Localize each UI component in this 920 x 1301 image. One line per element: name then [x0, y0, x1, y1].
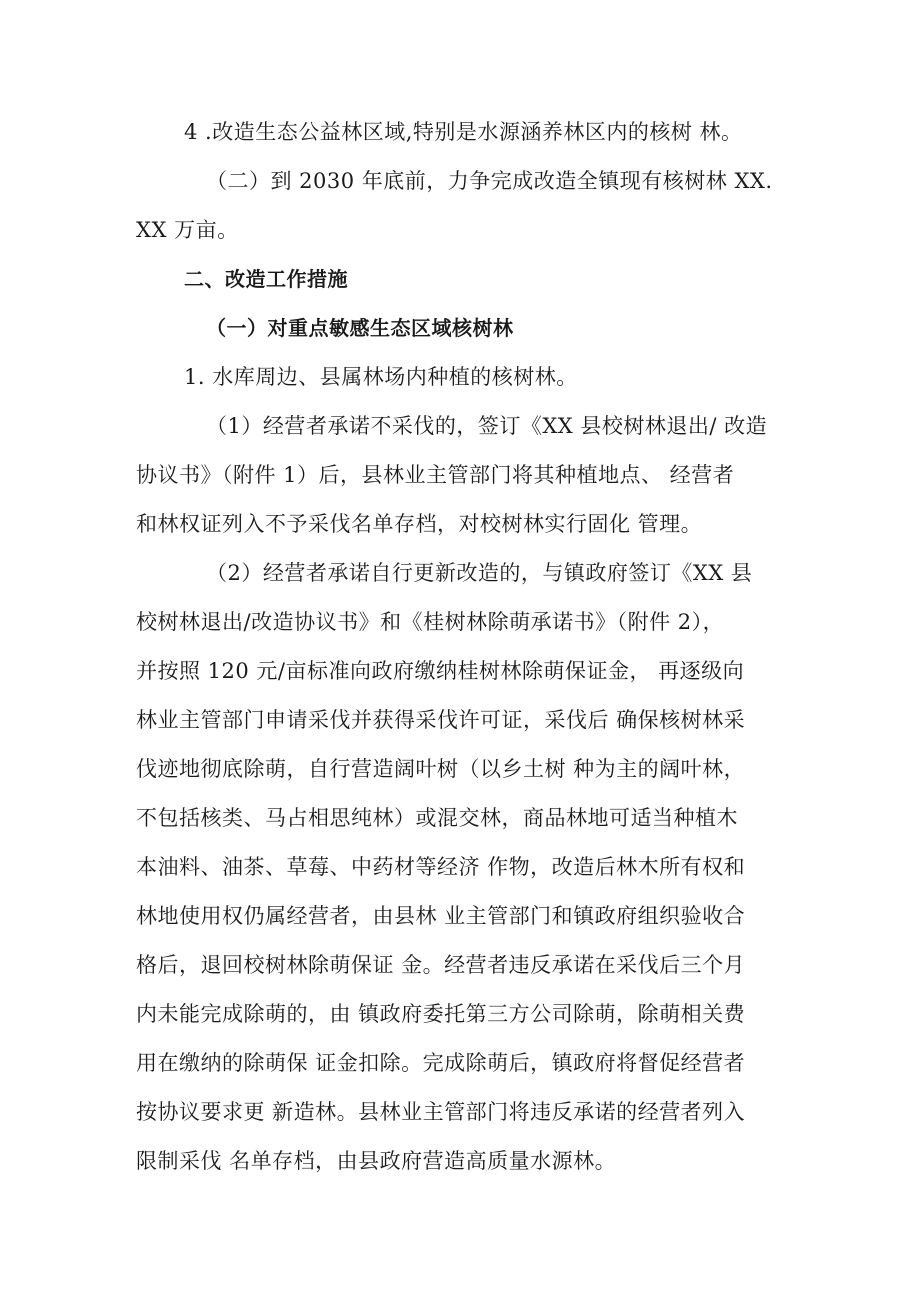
para-2-line10: 内未能完成除萌的，由 镇政府委托第三方公司除萌，除萌相关费 [136, 1002, 746, 1026]
para-2-line11: 用在缴纳的除萌保 证金扣除。完成除萌后，镇政府将督促经营者 [136, 1051, 746, 1075]
para-2-line7: 本油料、油茶、草莓、中药材等经济 作物，改造后林木所有权和 [136, 855, 746, 879]
para-goal-2030-line1: （二）到 2030 年底前，力争完成改造全镇现有核树林 XX. [206, 169, 773, 193]
para-2-line4: 林业主管部门申请采伐并获得采伐许可证，采伐后 确保核树林采 [136, 708, 746, 732]
para-2-line6: 不包括核类、马占相思纯林）或混交林，商品林地可适当种植木 [136, 806, 738, 830]
para-1-line1: （1）经营者承诺不采伐的，签订《XX 县校树林退出/ 改造 [206, 414, 768, 438]
item-1-heading: 1. 水库周边、县属林场内种植的核树林。 [184, 365, 578, 389]
para-2-line13: 限制采伐 名单存档，由县政府营造高质量水源林。 [136, 1149, 617, 1173]
para-2-line8: 林地使用权仍属经营者，由县林 业主管部门和镇政府组织验收合 [136, 904, 746, 928]
para-goal-2030-line2: XX 万亩。 [136, 218, 239, 242]
para-2-line5: 伐迹地彻底除萌，自行营造阔叶树（以乡土树 种为主的阔叶林， [136, 757, 746, 781]
subsection-heading: （一）对重点敏感生态区域核树林 [206, 316, 514, 340]
para-2-line12: 按协议要求更 新造林。县林业主管部门将违反承诺的经营者列入 [136, 1100, 746, 1124]
para-item-4: 4 .改造生态公益林区域,特别是水源涵养林区内的核树 林。 [184, 120, 743, 144]
section-heading: 二、改造工作措施 [184, 267, 348, 291]
para-2-line1: （2）经营者承诺自行更新改造的，与镇政府签订《XX 县 [206, 561, 753, 585]
para-1-line3: 和林权证列入不予采伐名单存档，对校树林实行固化 管理。 [136, 512, 703, 536]
para-2-line2: 校树林退出/改造协议书》和《桂树林除萌承诺书》（附件 2）， [136, 610, 725, 634]
para-2-line3: 并按照 120 元/亩标准向政府缴纳桂树林除萌保证金， 再逐级向 [136, 659, 745, 683]
para-2-line9: 格后，退回校树林除萌保证 金。经营者违反承诺在采伐后三个月 [136, 953, 746, 977]
para-1-line2: 协议书》（附件 1）后，县林业主管部门将其种植地点、 经营者 [136, 463, 735, 487]
